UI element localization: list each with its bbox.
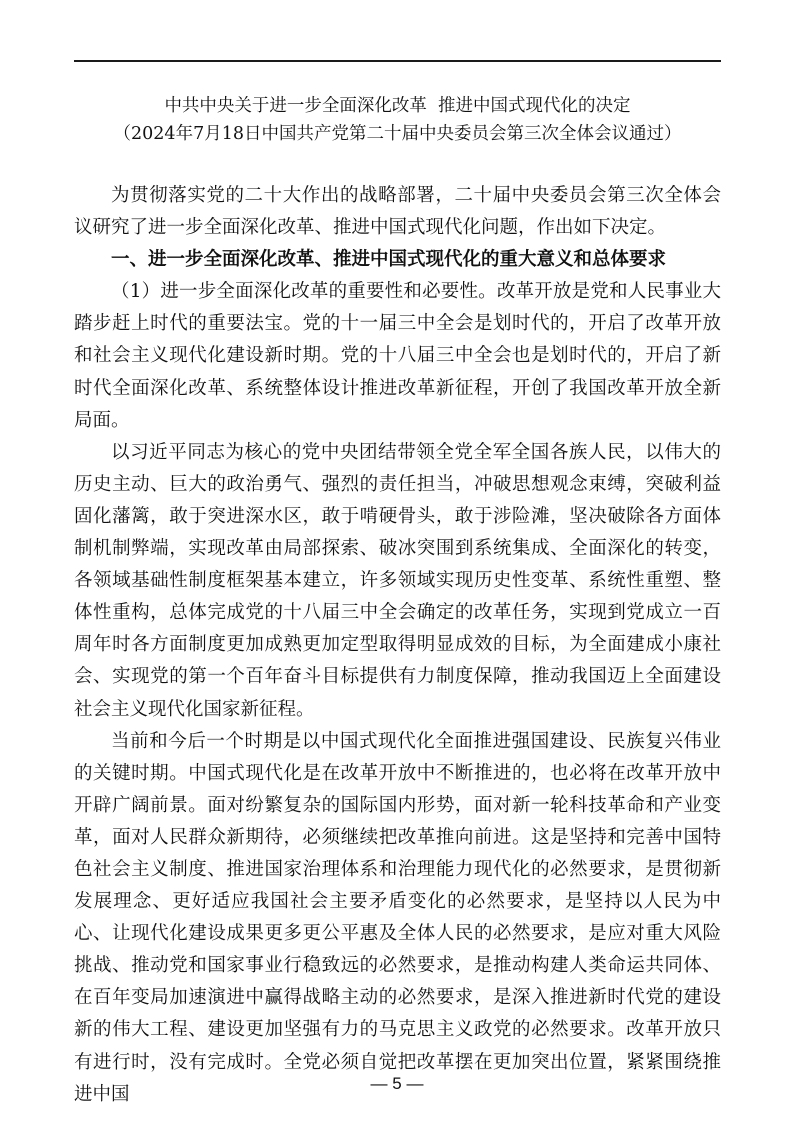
intro-paragraph: 为贯彻落实党的二十大作出的战略部署，二十届中央委员会第三次全体会议研究了进一步全面深化改革、推进中国式现代化问题，作出如下决定。 [74, 185, 721, 239]
document-title: 中共中央关于进一步全面深化改革 推进中国式现代化的决定 [164, 96, 631, 116]
document-body [74, 180, 721, 1111]
body-paragraph: 当前和今后一个时期是以中国式现代化全面推进强国建设、民族复兴伟业的关键时期。中国式现代化是在改革开放中不断推进的，也必将在改革开放中开辟广阔前景。面对纷繁复杂的国际国内形势，面对新一轮科技革命和产业变革，面对人民群众新期待，必须继续把改革推向前进。这是坚持和完善中国特色社会主义制度、推进国家治理体系和治理能力现代化的必然要求，是贯彻新发展理念、更好适应我国社会主要矛盾变化的必然要求，是坚持以人民为中心、让现代化建设成果更多更公平惠及全体人民的必然要求，是应对重大风险挑战、推动党和国家事业行稳致远的必然要求，是推动构建人类命运共同体、在百年变局加速演进中赢得战略主动的必然要求，是深入推进新时代党的建设新的伟大工程、建设更加坚强有力的马克思主义政党的必然要求。改革开放只有进行时，没有完成时。全党必须自觉把改革摆在更加突出位置，紧紧围绕推进中国 [74, 730, 721, 1105]
header-rule [74, 60, 721, 62]
section-heading: 一、进一步全面深化改革、推进中国式现代化的重大意义和总体要求 [111, 249, 667, 271]
document-subtitle: （2024年7月18日中国共产党第二十届中央委员会第三次全体会议通过） [113, 124, 682, 144]
page-number: — 5 — [370, 1074, 424, 1093]
body-paragraph: （1）进一步全面深化改革的重要性和必要性。改革开放是党和人民事业大踏步赶上时代的重要法宝。党的十一届三中全会是划时代的，开启了改革开放和社会主义现代化建设新时期。党的十八届三中全会也是划时代的，开启了新时代全面深化改革、系统整体设计推进改革新征程，开创了我国改革开放全新局面。 [74, 281, 721, 431]
body-paragraph: 以习近平同志为核心的党中央团结带领全党全军全国各族人民，以伟大的历史主动、巨大的政治勇气、强烈的责任担当，冲破思想观念束缚，突破利益固化藩篱，敢于突进深水区，敢于啃硬骨头，敢于涉险滩，坚决破除各方面体制机制弊端，实现改革由局部探索、破冰突围到系统集成、全面深化的转变，各领域基础性制度框架基本建立，许多领域实现历史性变革、系统性重塑、整体性重构，总体完成党的十八届三中全会确定的改革任务，实现到党成立一百周年时各方面制度更加成熟更加定型取得明显成效的目标，为全面建成小康社会、实现党的第一个百年奋斗目标提供有力制度保障，推动我国迈上全面建设社会主义现代化国家新征程。 [74, 441, 721, 720]
